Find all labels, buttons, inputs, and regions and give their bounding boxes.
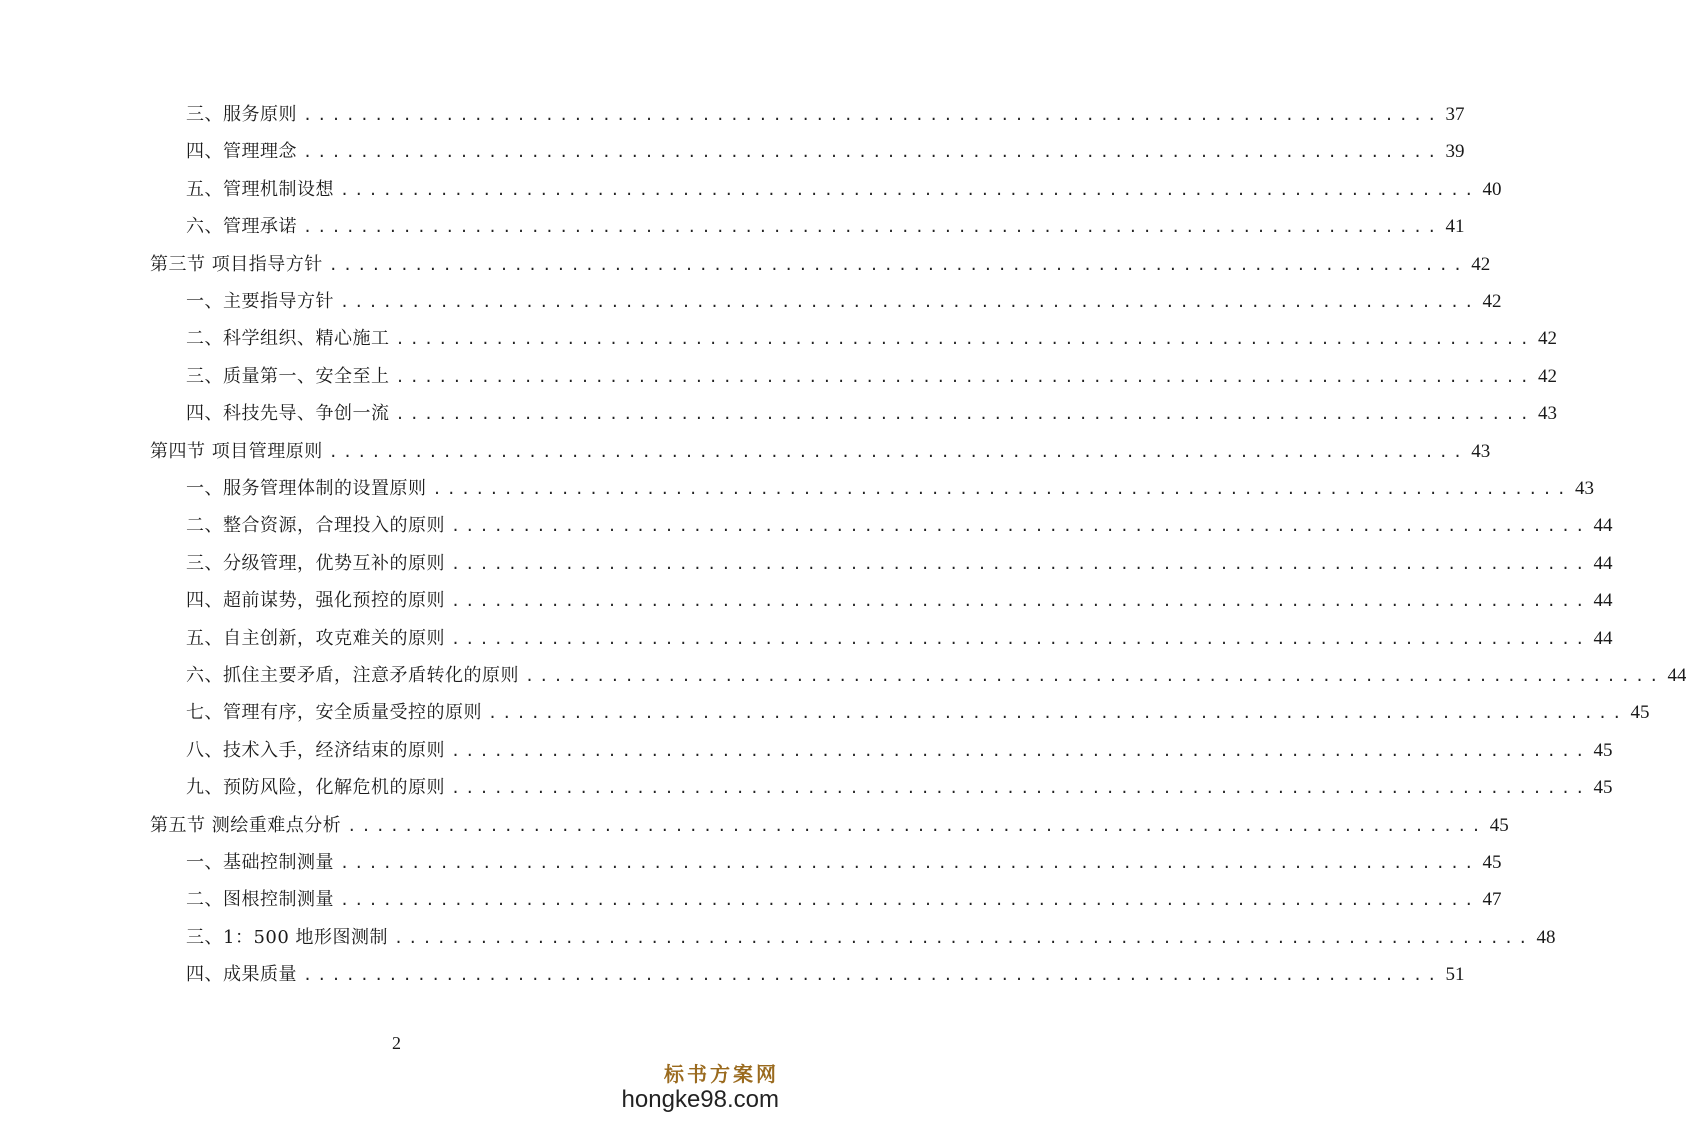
toc-entry-title: 九、预防风险，化解危机的原则 — [186, 777, 445, 799]
toc-entry-title: 三、服务原则 — [186, 104, 297, 125]
toc-subsection-entry — [186, 399, 1557, 429]
toc-subsection-entry — [186, 212, 1465, 242]
toc-entry-page: 51 — [1445, 964, 1465, 986]
toc-dot-leader: ................................................................................ — [395, 330, 1534, 349]
toc-section-entry — [150, 437, 1491, 467]
toc-entry-title: 二、整合资源，合理投入的原则 — [186, 515, 445, 537]
toc-dot-leader: ................................................................................ — [347, 816, 1486, 835]
toc-entry-title: 三、质量第一、安全至上 — [186, 365, 390, 387]
toc-entry-page: 45 — [1482, 852, 1502, 873]
toc-entry-page: 41 — [1445, 216, 1465, 238]
toc-entry-title: 五、自主创新，攻克难关的原则 — [186, 627, 445, 649]
toc-entry-title: 第四节 项目管理原则 — [150, 440, 323, 462]
toc-entry-page: 42 — [1537, 365, 1557, 387]
toc-dot-leader: ................................................................................ — [303, 966, 1442, 985]
watermark-chinese-text: 标书方案网 — [664, 1062, 779, 1086]
toc-subsection-entry — [186, 362, 1557, 392]
toc-entry-title: 二、图根控制测量 — [186, 889, 334, 911]
toc-dot-leader: ................................................................................ — [328, 442, 1468, 461]
toc-subsection-entry — [186, 624, 1613, 654]
toc-subsection-entry — [186, 885, 1502, 915]
toc-subsection-entry — [186, 100, 1465, 130]
toc-dot-leader: ................................................................................ — [451, 779, 1590, 798]
toc-entry-page: 42 — [1471, 253, 1491, 275]
toc-entry-page: 37 — [1445, 104, 1465, 125]
toc-entry-page: 43 — [1574, 478, 1594, 499]
toc-dot-leader: ................................................................................ — [451, 554, 1590, 573]
toc-entry-title: 一、服务管理体制的设置原则 — [186, 478, 427, 499]
toc-dot-leader: ................................................................................ — [303, 218, 1442, 237]
toc-entry-page: 42 — [1482, 291, 1502, 312]
toc-section-entry — [150, 811, 1509, 841]
toc-entry-title: 一、主要指导方针 — [186, 291, 334, 312]
toc-dot-leader: ................................................................................ — [525, 667, 1664, 685]
toc-dot-leader: ................................................................................ — [340, 293, 1479, 311]
toc-entry-page: 43 — [1471, 440, 1491, 462]
toc-dot-leader: ................................................................................ — [340, 891, 1479, 910]
toc-dot-leader: ................................................................................ — [340, 854, 1479, 872]
toc-dot-leader: ................................................................................ — [451, 741, 1590, 760]
toc-entry-page: 39 — [1445, 141, 1465, 163]
toc-dot-leader: ................................................................................ — [395, 405, 1534, 424]
toc-subsection-entry — [186, 923, 1556, 953]
toc-entry-title: 六、管理承诺 — [186, 216, 297, 238]
toc-subsection-entry — [186, 511, 1613, 541]
toc-subsection-entry — [186, 324, 1557, 354]
toc-entry-title: 三、分级管理，优势互补的原则 — [186, 552, 445, 574]
toc-entry-title: 四、管理理念 — [186, 141, 297, 163]
toc-subsection-entry — [186, 736, 1613, 766]
toc-subsection-entry — [186, 474, 1594, 504]
toc-entry-page: 48 — [1536, 926, 1556, 948]
toc-entry-page: 40 — [1482, 178, 1502, 200]
toc-dot-leader: ................................................................................ — [395, 367, 1534, 386]
toc-entry-page: 45 — [1630, 702, 1650, 724]
toc-entry-title: 二、科学组织、精心施工 — [186, 328, 390, 350]
toc-entry-title: 四、成果质量 — [186, 964, 297, 986]
toc-subsection-entry — [186, 287, 1502, 317]
toc-entry-page: 42 — [1537, 328, 1557, 350]
toc-entry-page: 47 — [1482, 889, 1502, 911]
toc-dot-leader: ................................................................................ — [303, 143, 1442, 162]
toc-entry-page: 44 — [1667, 665, 1686, 686]
toc-subsection-entry — [186, 960, 1465, 990]
toc-entry-title: 五、管理机制设想 — [186, 178, 334, 200]
toc-entry-page: 45 — [1593, 739, 1613, 761]
toc-dot-leader: ................................................................................ — [432, 480, 1571, 498]
toc-subsection-entry — [186, 698, 1650, 728]
toc-entry-title: 第三节 项目指导方针 — [150, 253, 323, 275]
watermark-logo — [622, 1064, 779, 1112]
toc-entry-page: 44 — [1593, 515, 1613, 537]
toc-entry-title: 六、抓住主要矛盾，注意矛盾转化的原则 — [186, 665, 519, 686]
toc-subsection-entry — [186, 175, 1502, 205]
toc-entry-page: 44 — [1593, 590, 1613, 612]
toc-dot-leader: ................................................................................ — [451, 629, 1590, 648]
toc-dot-leader: ................................................................................ — [451, 592, 1590, 611]
toc-entry-title: 三、1：500 地形图测制 — [186, 926, 389, 948]
toc-subsection-entry — [186, 137, 1465, 167]
toc-entry-title: 一、基础控制测量 — [186, 852, 334, 873]
toc-entry-page: 45 — [1593, 777, 1613, 799]
toc-dot-leader: ................................................................................ — [488, 704, 1627, 723]
toc-dot-leader: ................................................................................ — [303, 106, 1442, 124]
toc-section-entry — [150, 250, 1491, 280]
toc-dot-leader: ................................................................................ — [328, 255, 1468, 274]
toc-entry-page: 44 — [1593, 627, 1613, 649]
toc-entry-page: 45 — [1489, 814, 1509, 836]
toc-entry-title: 八、技术入手，经济结束的原则 — [186, 739, 445, 761]
toc-subsection-entry — [186, 586, 1613, 616]
toc-entry-title: 四、超前谋势，强化预控的原则 — [186, 590, 445, 612]
toc-entry-title: 第五节 测绘重难点分析 — [150, 814, 342, 836]
toc-entry-title: 四、科技先导、争创一流 — [186, 403, 390, 425]
toc-subsection-entry — [186, 661, 1686, 691]
watermark-url-text: hongke98.com — [621, 1086, 779, 1113]
toc-entry-page: 43 — [1537, 403, 1557, 425]
toc-dot-leader: ................................................................................ — [394, 928, 1533, 947]
toc-subsection-entry — [186, 773, 1613, 803]
toc-subsection-entry — [186, 549, 1613, 579]
toc-dot-leader: ................................................................................ — [340, 180, 1479, 199]
toc-entry-title: 七、管理有序，安全质量受控的原则 — [186, 702, 482, 724]
page-number: 2 — [392, 1033, 401, 1053]
toc-entry-page: 44 — [1593, 552, 1613, 574]
toc-subsection-entry — [186, 848, 1502, 878]
toc-dot-leader: ................................................................................ — [451, 517, 1590, 536]
